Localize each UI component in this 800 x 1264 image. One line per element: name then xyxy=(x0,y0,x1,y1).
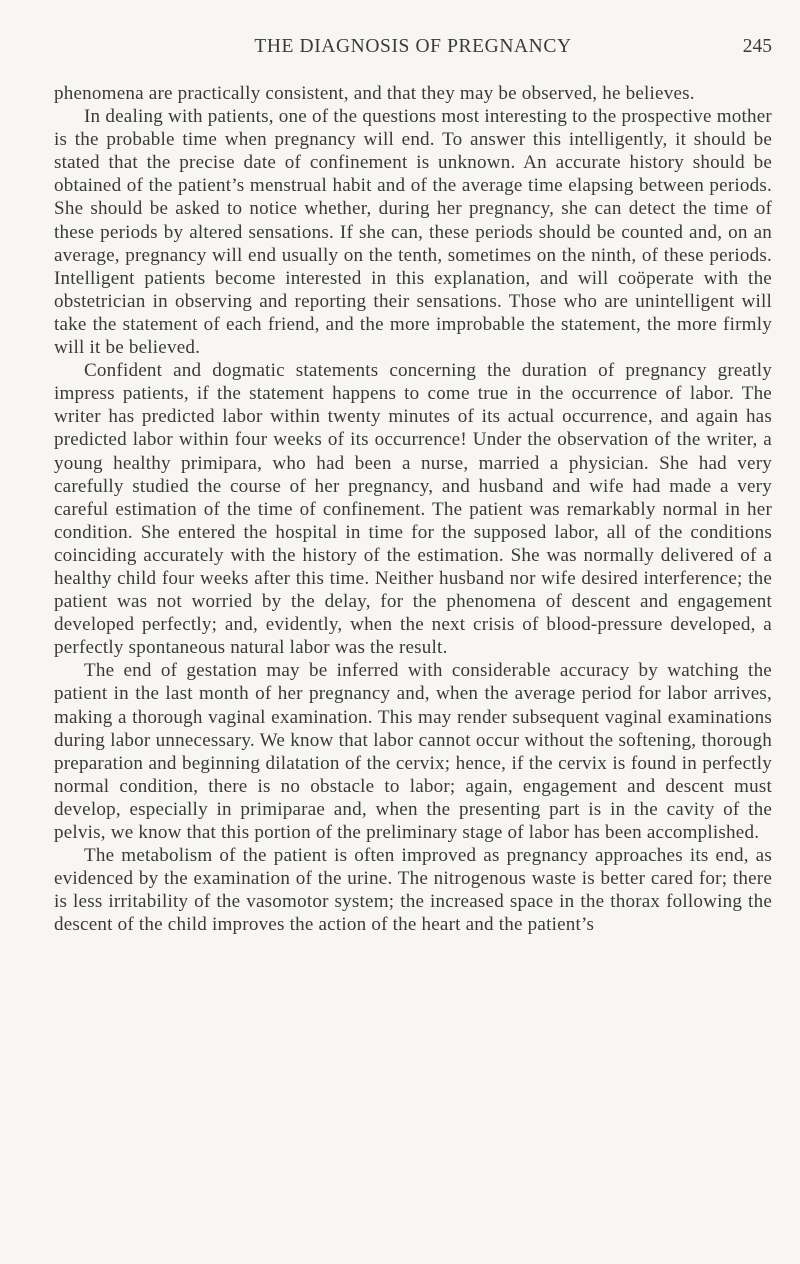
page-number: 245 xyxy=(742,36,772,57)
paragraph: The metabolism of the patient is often improved as pregnancy approaches its end, as evidenced by the examination of the urine. The nitrogenous waste is better cared for; there is less irritability of the vasomotor system; the increased space in the thorax following the descent of the child improves the action of the heart and the patient’s xyxy=(54,845,772,936)
running-title: THE DIAGNOSIS OF PREGNANCY xyxy=(254,36,572,57)
body-text xyxy=(54,82,772,936)
paragraph: phenomena are practically consistent, and that they may be observed, he believes. xyxy=(54,83,695,104)
paragraph: Confident and dogmatic statements concerning the duration of pregnancy greatly impress patients, if the statement happens to come true in the occurrence of labor. The writer has predicted labor within twenty minutes of its actual occurrence, and again has predicted labor within four weeks of its occurrence! Under the observation of the writer, a young healthy primipara, who had been a nurse, married a physician. She had very carefully studied the course of her pregnancy, and husband and wife had made a very careful estimation of the time of confinement. The patient was remarkably normal in her condition. She entered the hospital in time for the supposed labor, all of the conditions coinciding accurately with the history of the estimation. She was normally delivered of a healthy child four weeks after this time. Neither husband nor wife desired interference; the patient was not worried by the delay, for the phenomena of descent and engagement developed perfectly; and, evidently, when the next crisis of blood-pressure developed, a perfectly spontaneous natural labor was the result. xyxy=(54,360,772,659)
paragraph: In dealing with patients, one of the questions most interesting to the prospective mother is the probable time when pregnancy will end. To answer this intelligently, it should be stated that the precise date of confinement is unknown. An accurate history should be obtained of the patient’s menstrual habit and of the average time elapsing between periods. She should be asked to notice whether, during her pregnancy, she can detect the time of these periods by altered sensations. If she can, these periods should be counted and, on an average, pregnancy will end usually on the tenth, sometimes on the ninth, of these periods. Intelligent patients become interested in this explanation, and will coöperate with the obstetrician in observing and reporting their sensations. Those who are unintelligent will take the statement of each friend, and the more improbable the statement, the more firmly will it be believed. xyxy=(54,106,772,359)
paragraph: The end of gestation may be inferred with considerable accuracy by watching the patient in the last month of her pregnancy and, when the average period for labor arrives, making a thorough vaginal examination. This may render subsequent vaginal examinations during labor unnecessary. We know that labor cannot occur without the softening, thorough preparation and beginning dilatation of the cervix; hence, if the cervix is found in perfectly normal condition, there is no obstacle to labor; again, engagement and descent must develop, especially in primiparae and, when the presenting part is in the cavity of the pelvis, we know that this portion of the preliminary stage of labor has been accomplished. xyxy=(54,660,772,843)
running-head xyxy=(54,36,772,66)
